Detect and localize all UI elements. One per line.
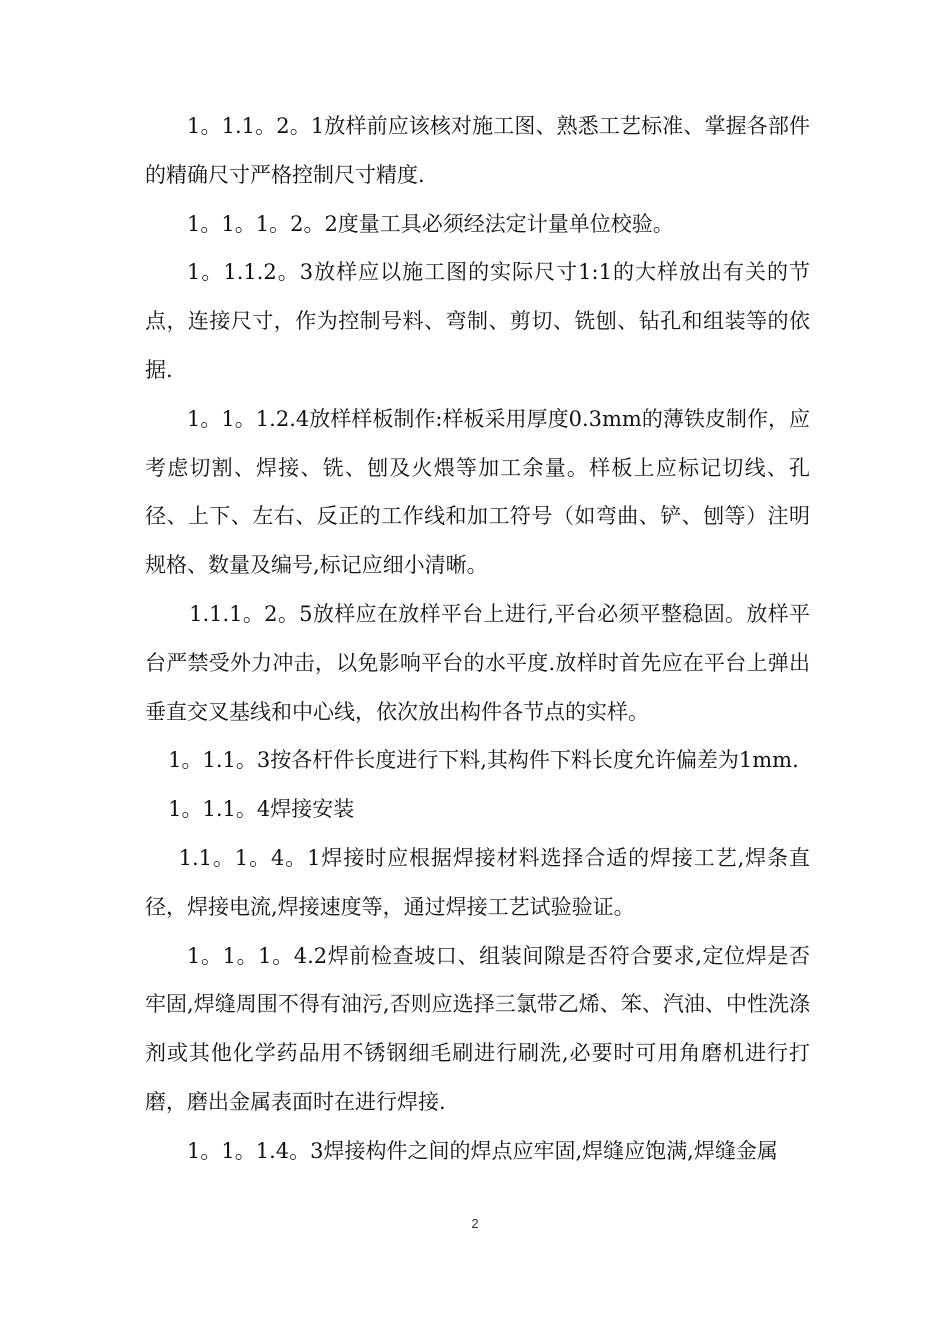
paragraph: 1。1.1。4焊接安装 — [168, 797, 355, 822]
paragraph: 1.1.1。2。5放样应在放样平台上进行,平台必须平整稳固。放样平台严禁受外力冲击，以免影响平台的水平度.放样时首先应在平台上弹出垂直交叉基线和中心线，依次放出构件各节点的实样。 — [145, 601, 810, 724]
page-number: 2 — [471, 1216, 479, 1231]
paragraph: 1。1。1.2.4放样样板制作:样板采用厚度0.3mm的薄铁皮制作，应考虑切割、焊接、铣、刨及火煨等加工余量。样板上应标记切线、孔径、上下、左右、反正的工作线和加工符号（如弯曲、铲、刨等）注明规格、数量及编号,标记应细小清晰。 — [145, 406, 810, 578]
paragraph: 1。1.1。2。1放样前应该核对施工图、熟悉工艺标准、掌握各部件的精确尺寸严格控制尺寸精度. — [145, 114, 810, 187]
document-body — [145, 102, 810, 1176]
paragraph: 1。1.1。3按各杆件长度进行下料,其构件下料长度允许偏差为1mm. — [168, 748, 799, 773]
paragraph: 1。1。1。4.2焊前检查坡口、组装间隙是否符合要求,定位焊是否牢固,焊缝周围不得有油污,否则应选择三氯带乙烯、笨、汽油、中性洗涤剂或其他化学药品用不锈钢细毛刷进行刷洗,必要时可用角磨机进行打磨，磨出金属表面时在进行焊接. — [145, 943, 810, 1114]
paragraph: 1。1。1.4。3焊接构件之间的焊点应牢固,焊缝应饱满,焊缝金属 — [187, 1138, 778, 1163]
paragraph: 1。1。1。2。2度量工具必须经法定计量单位校验。 — [187, 211, 674, 236]
paragraph: 1.1。1。4。1焊接时应根据焊接材料选择合适的焊接工艺,焊条直径，焊接电流,焊接速度等，通过焊接工艺试验验证。 — [145, 845, 810, 919]
paragraph: 1。1.1.2。3放样应以施工图的实际尺寸1:1的大样放出有关的节点，连接尺寸，作为控制号料、弯制、剪切、铣刨、钻孔和组装等的依据. — [145, 260, 810, 382]
